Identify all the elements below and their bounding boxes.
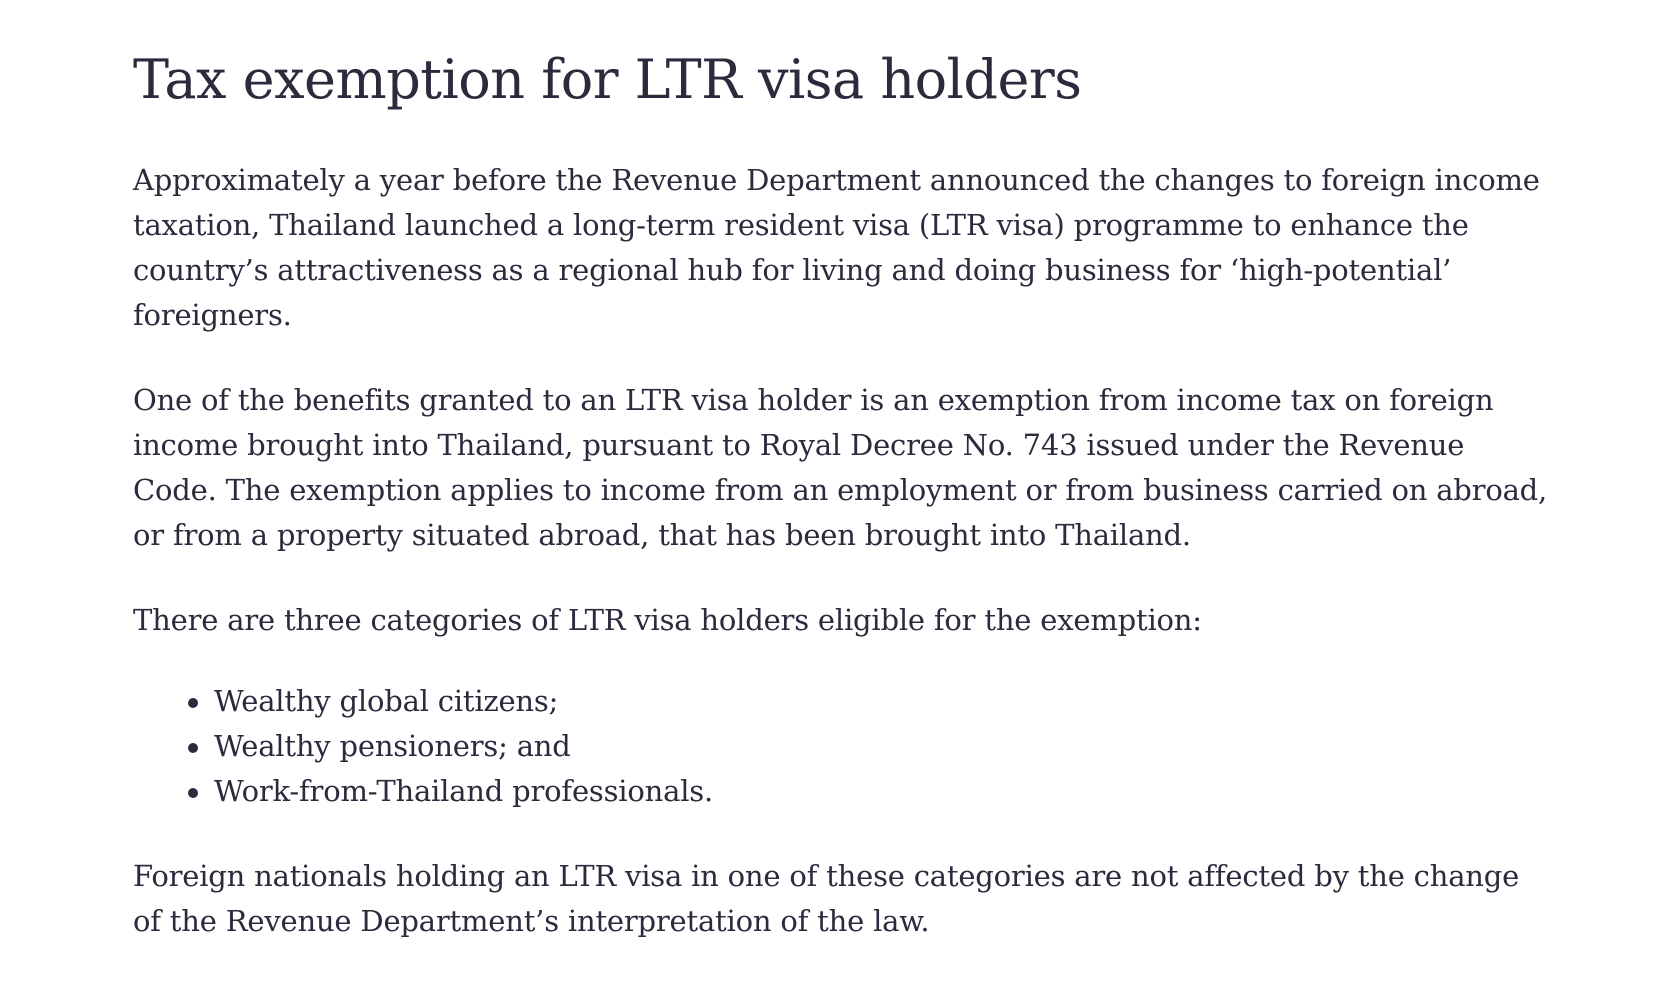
paragraph-closing: Foreign nationals holding an LTR visa in one of these categories are not affected by the change of the Revenue Department’s interpretation of the law. bbox=[133, 859, 1520, 938]
list-item-text: Wealthy pensioners; and bbox=[214, 729, 571, 763]
article-title: Tax exemption for LTR visa holders bbox=[133, 48, 1082, 111]
list-item bbox=[214, 724, 1553, 769]
article bbox=[133, 40, 1553, 984]
paragraph-exemption-benefit: One of the benefits granted to an LTR visa holder is an exemption from income tax on foreign income brought into Thailand, pursuant to Royal Decree No. 743 issued under the Revenue Code. The exemption applies to income from an employment or from business carried on abroad, or from a property situated abroad, that has been brought into Thailand. bbox=[133, 383, 1548, 552]
bullet-icon bbox=[188, 698, 198, 708]
bullet-icon bbox=[188, 788, 198, 798]
list-item bbox=[214, 679, 1553, 724]
list-item bbox=[214, 769, 1553, 814]
paragraph-ltr-intro: Approximately a year before the Revenue Department announced the changes to foreign income taxation, Thailand launched a long-term resident visa (LTR visa) programme to enhance the country’s attractiveness as a regional hub for living and doing business for ‘high-potential’ foreigners. bbox=[133, 163, 1540, 332]
list-item-text: Work-from-Thailand professionals. bbox=[214, 774, 713, 808]
categories-list bbox=[133, 679, 1553, 814]
list-item-text: Wealthy global citizens; bbox=[214, 684, 559, 718]
paragraph-categories-intro: There are three categories of LTR visa holders eligible for the exemption: bbox=[133, 603, 1202, 637]
bullet-icon bbox=[188, 743, 198, 753]
